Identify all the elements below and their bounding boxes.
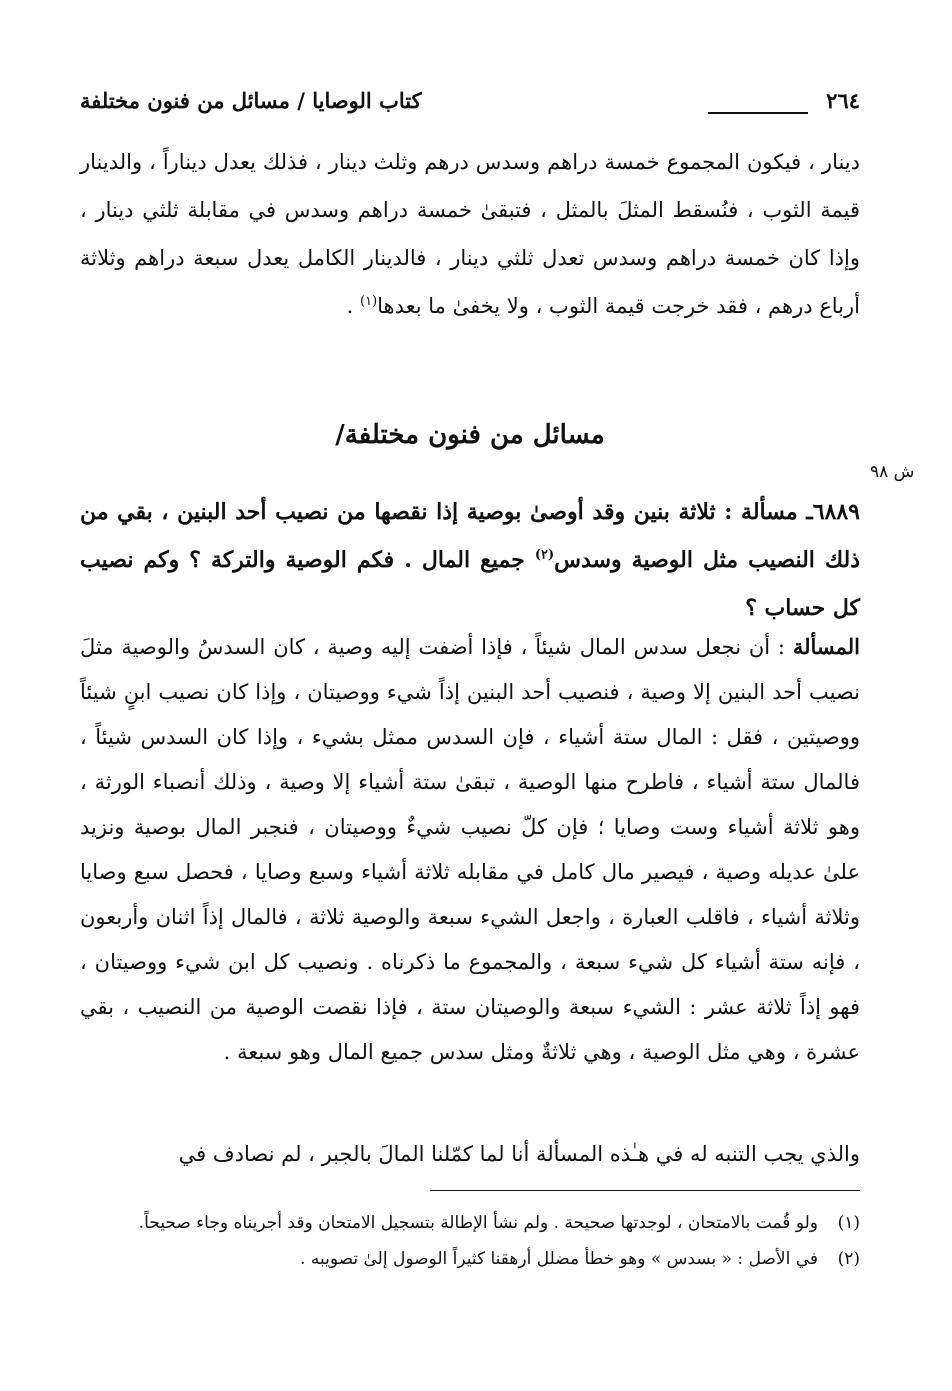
footnote-ref-2: (٢) xyxy=(534,547,555,563)
header-rule xyxy=(708,112,808,114)
closing-line: والذي يجب التنبه له في هـٰذه المسألة أنا لما كمّلنا المالَ بالجبر ، لم نصادف في xyxy=(178,1142,860,1166)
section-title: مسائل من فنون مختلفة/ xyxy=(335,420,605,450)
paragraph-text: دينار ، فيكون المجموع خمسة دراهم وسدس درهم وثلث دينار ، فذلك يعدل ديناراً ، والدينار قيمة الثوب ، فنُسقط المثلَ بالمثل ، فتبقىٰ خمسة دراهم وسدس في مقابلة ثلثي دينار ، وإذا كان خمسة دراهم وسدس تعدل ثلثي دينار ، فالدينار الكامل يعدل سبعة دراهم وثلاثة أرباع درهم ، فقد خرجت قيمة الثوب ، ولا يخفىٰ ما بعدها xyxy=(80,150,860,318)
page-number: ٢٦٤ xyxy=(826,88,860,113)
question-paragraph xyxy=(80,488,860,632)
answer-paragraph xyxy=(80,624,860,1075)
running-title: كتاب الوصايا / مسائل من فنون مختلفة xyxy=(80,88,422,113)
footnote-text: في الأصل : « بسدس » وهو خطأ مضلل أرهقنا كثيراً الوصول إلىٰ تصويبه . xyxy=(300,1249,818,1269)
footnote-mark: (١) xyxy=(837,1213,860,1233)
question-text-b: جميع المال . فكم الوصية والتركة ؟ وكم نصيب كل حساب ؟ xyxy=(80,547,860,621)
footnote-1 xyxy=(80,1208,860,1238)
question-lead: ٦٨٨٩ـ مسألة xyxy=(741,499,860,525)
continued-paragraph xyxy=(80,138,860,330)
footnote-mark: (٢) xyxy=(837,1249,860,1269)
footnote-text: ولو قُمت بالامتحان ، لوجدتها صحيحة . ولم نشأ الإطالة بتسجيل الامتحان وقد أجريناه وجاء صحيحاً. xyxy=(138,1213,818,1233)
question-text-a: : ثلاثة بنين وقد أوصىٰ بوصية إذا نقصها من نصيب أحد البنين ، بقي من ذلك النصيب مثل الوصية وسدس xyxy=(80,499,860,573)
footnote-2 xyxy=(80,1244,860,1274)
footnote-divider xyxy=(430,1190,860,1191)
paragraph-tail: . xyxy=(346,294,360,318)
answer-text: : أن نجعل سدس المال شيئاً ، فإذا أضفت إليه وصية ، كان السدسُ والوصية مثلَ نصيب أحد البنين إلا وصية ، فنصيب أحد البنين إذاً شيء ووصيتان ، وإذا كان نصيب ابنٍ شيئاً ووصيتين ، فقل : المال ستة أشياء ، فإن السدس ممثل بشيء ، وإذا كان السدس شيئاً ، فالمال ستة أشياء ، فاطرح منها الوصية ، تبقىٰ ستة أشياء إلا وصية ، وذلك أنصباء الورثة ، وهو ثلاثة أشياء وست وصايا ؛ فإن كلّ نصيب شيءٌ ووصيتان ، فنجبر المال بوصية ونزيد علىٰ عديله وصية ، فيصير مال كامل في مقابله ثلاثة أشياء وسبع وصايا ، فحصل سبع وصايا وثلاثة أشياء ، فاقلب العبارة ، واجعل الشيء سبعة والوصية ثلاثة ، فالمال إذاً اثنان وأربعون ، فإنه ستة أشياء كل شيء سبعة ، والمجموع ما ذكرناه . ونصيب كل ابن شيء ووصيتان ، فهو إذاً ثلاثة عشر : الشيء سبعة والوصيتان ستة ، فإذا نقصت الوصية من النصيب ، بقي عشرة ، وهي مثل الوصية ، وهي ثلاثةٌ ومثل سدس جميع المال وهو سبعة . xyxy=(80,635,860,1064)
footnotes xyxy=(80,1208,860,1280)
answer-lead: المسألة xyxy=(792,634,860,659)
page-header xyxy=(80,88,860,128)
book-page xyxy=(80,0,860,1391)
footnote-ref-1: (١) xyxy=(360,294,378,309)
margin-note: ش ٩٨ xyxy=(870,462,915,482)
